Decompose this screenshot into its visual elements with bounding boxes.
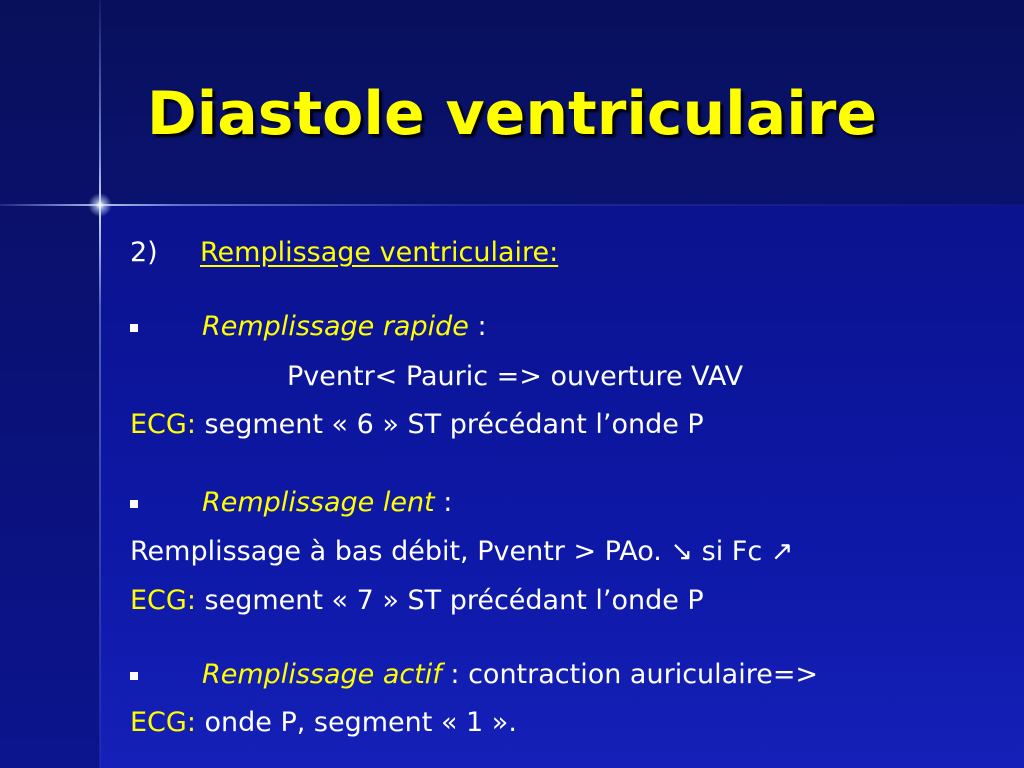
rapid-ecg-text: segment « 6 » ST précédant l’onde P bbox=[195, 409, 704, 440]
rapid-ecg-line bbox=[130, 408, 704, 442]
section-number: 2) bbox=[130, 237, 158, 268]
slow-ecg-line bbox=[130, 584, 704, 618]
active-filling-rest: : contraction auriculaire=> bbox=[441, 659, 819, 690]
section-heading bbox=[130, 236, 559, 270]
slow-ecg-label: ECG: bbox=[130, 585, 196, 616]
square-bullet-icon bbox=[130, 324, 138, 332]
slow-ecg-text: segment « 7 » ST précédant l’onde P bbox=[195, 585, 704, 616]
section-heading-text: Remplissage ventriculaire: bbox=[200, 237, 559, 268]
rapid-filling-label: Remplissage rapide bbox=[202, 311, 469, 342]
rapid-ecg-label: ECG: bbox=[130, 409, 196, 440]
sparkle-icon bbox=[88, 193, 112, 217]
slow-filling-label: Remplissage lent bbox=[202, 487, 435, 518]
slide-title: Diastole ventriculaire bbox=[146, 79, 878, 149]
slow-filling-detail: Remplissage à bas débit, Pventr > PAo. ↘ si Fc ↗ bbox=[130, 536, 794, 567]
rapid-filling-colon: : bbox=[468, 311, 487, 342]
active-filling-line bbox=[202, 658, 818, 692]
active-ecg-text: onde P, segment « 1 ». bbox=[195, 707, 517, 738]
active-filling-label: Remplissage actif bbox=[202, 659, 442, 690]
square-bullet-icon bbox=[130, 500, 138, 508]
square-bullet-icon bbox=[130, 672, 138, 680]
horizontal-accent-line bbox=[0, 204, 1024, 206]
rapid-filling-line bbox=[202, 310, 487, 344]
active-ecg-label: ECG: bbox=[130, 707, 196, 738]
slow-filling-colon: : bbox=[434, 487, 453, 518]
rapid-filling-detail: Pventr< Pauric => ouverture VAV bbox=[287, 361, 744, 392]
active-ecg-line bbox=[130, 706, 517, 740]
slow-filling-line bbox=[202, 486, 452, 520]
left-band bbox=[0, 0, 100, 768]
